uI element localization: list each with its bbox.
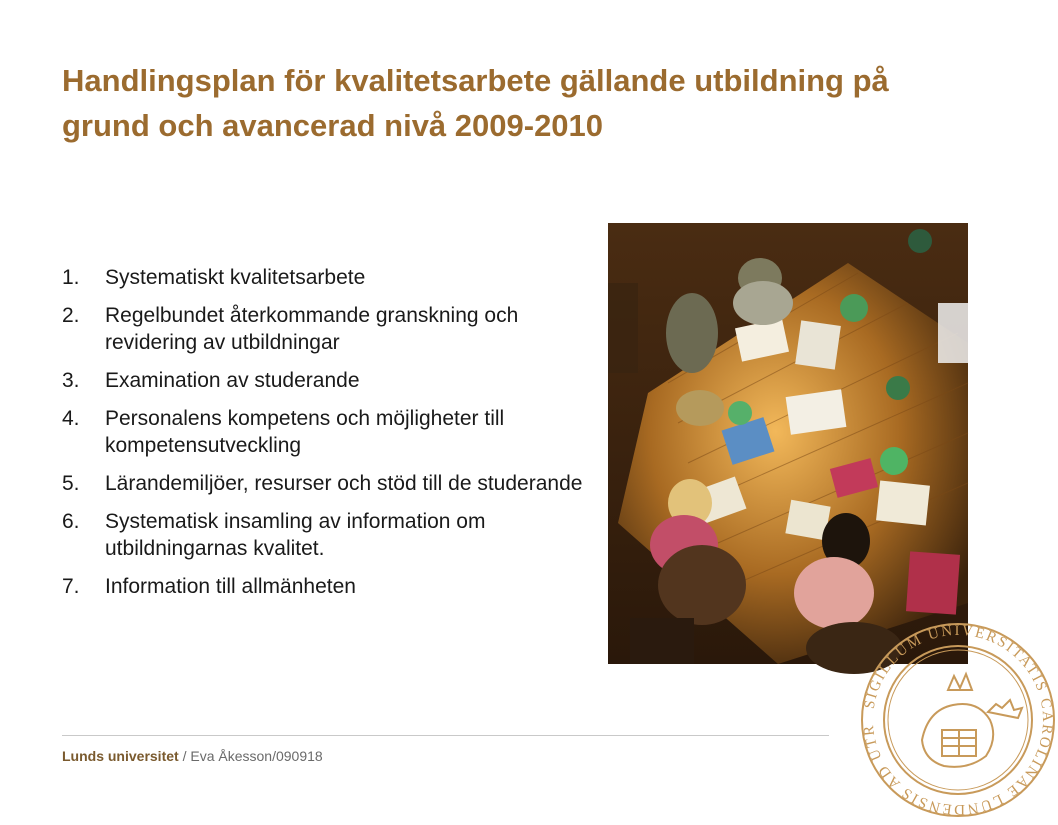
list-item-number: 4. [62, 407, 80, 430]
footer-author-date: / Eva Åkesson/090918 [178, 748, 323, 764]
list-item-number: 5. [62, 472, 80, 495]
list-item-text: Regelbundet återkommande granskning och revidering av utbildningar [105, 304, 519, 354]
list-item [62, 367, 602, 394]
footer-organization: Lunds universitet [62, 748, 179, 764]
students-studying-photo [608, 223, 968, 664]
list-item-text: Information till allmänheten [105, 575, 356, 598]
university-seal-logo [858, 620, 1058, 820]
list-item-text: Lärandemiljöer, resurser och stöd till de studerande [105, 472, 583, 495]
list-item [62, 302, 602, 356]
list-item-number: 2. [62, 304, 80, 327]
list-item-text: Examination av studerande [105, 369, 360, 392]
list-item-number: 7. [62, 575, 80, 598]
list-item [62, 405, 602, 459]
list-item [62, 573, 602, 600]
list-item [62, 508, 602, 562]
list-item [62, 264, 602, 291]
list-item-number: 6. [62, 510, 80, 533]
list-item [62, 470, 602, 497]
footer [62, 748, 323, 764]
list-item-text: Personalens kompetens och möjligheter till kompetensutveckling [105, 407, 505, 457]
slide-title: Handlingsplan för kvalitetsarbete gällande utbildning på grund och avancerad nivå 2009-2010 [62, 63, 889, 143]
seal-ring-text: SIGILLUM UNIVERSITATIS CAROLINAE LUNDENSIS AD UTR [860, 622, 1056, 818]
list-item-number: 3. [62, 369, 80, 392]
list-item-text: Systematisk insamling av information om utbildningarnas kvalitet. [105, 510, 486, 560]
list-item-text: Systematiskt kvalitetsarbete [105, 266, 366, 289]
footer-divider [62, 735, 829, 736]
action-plan-list [62, 264, 602, 611]
list-item-number: 1. [62, 266, 80, 289]
